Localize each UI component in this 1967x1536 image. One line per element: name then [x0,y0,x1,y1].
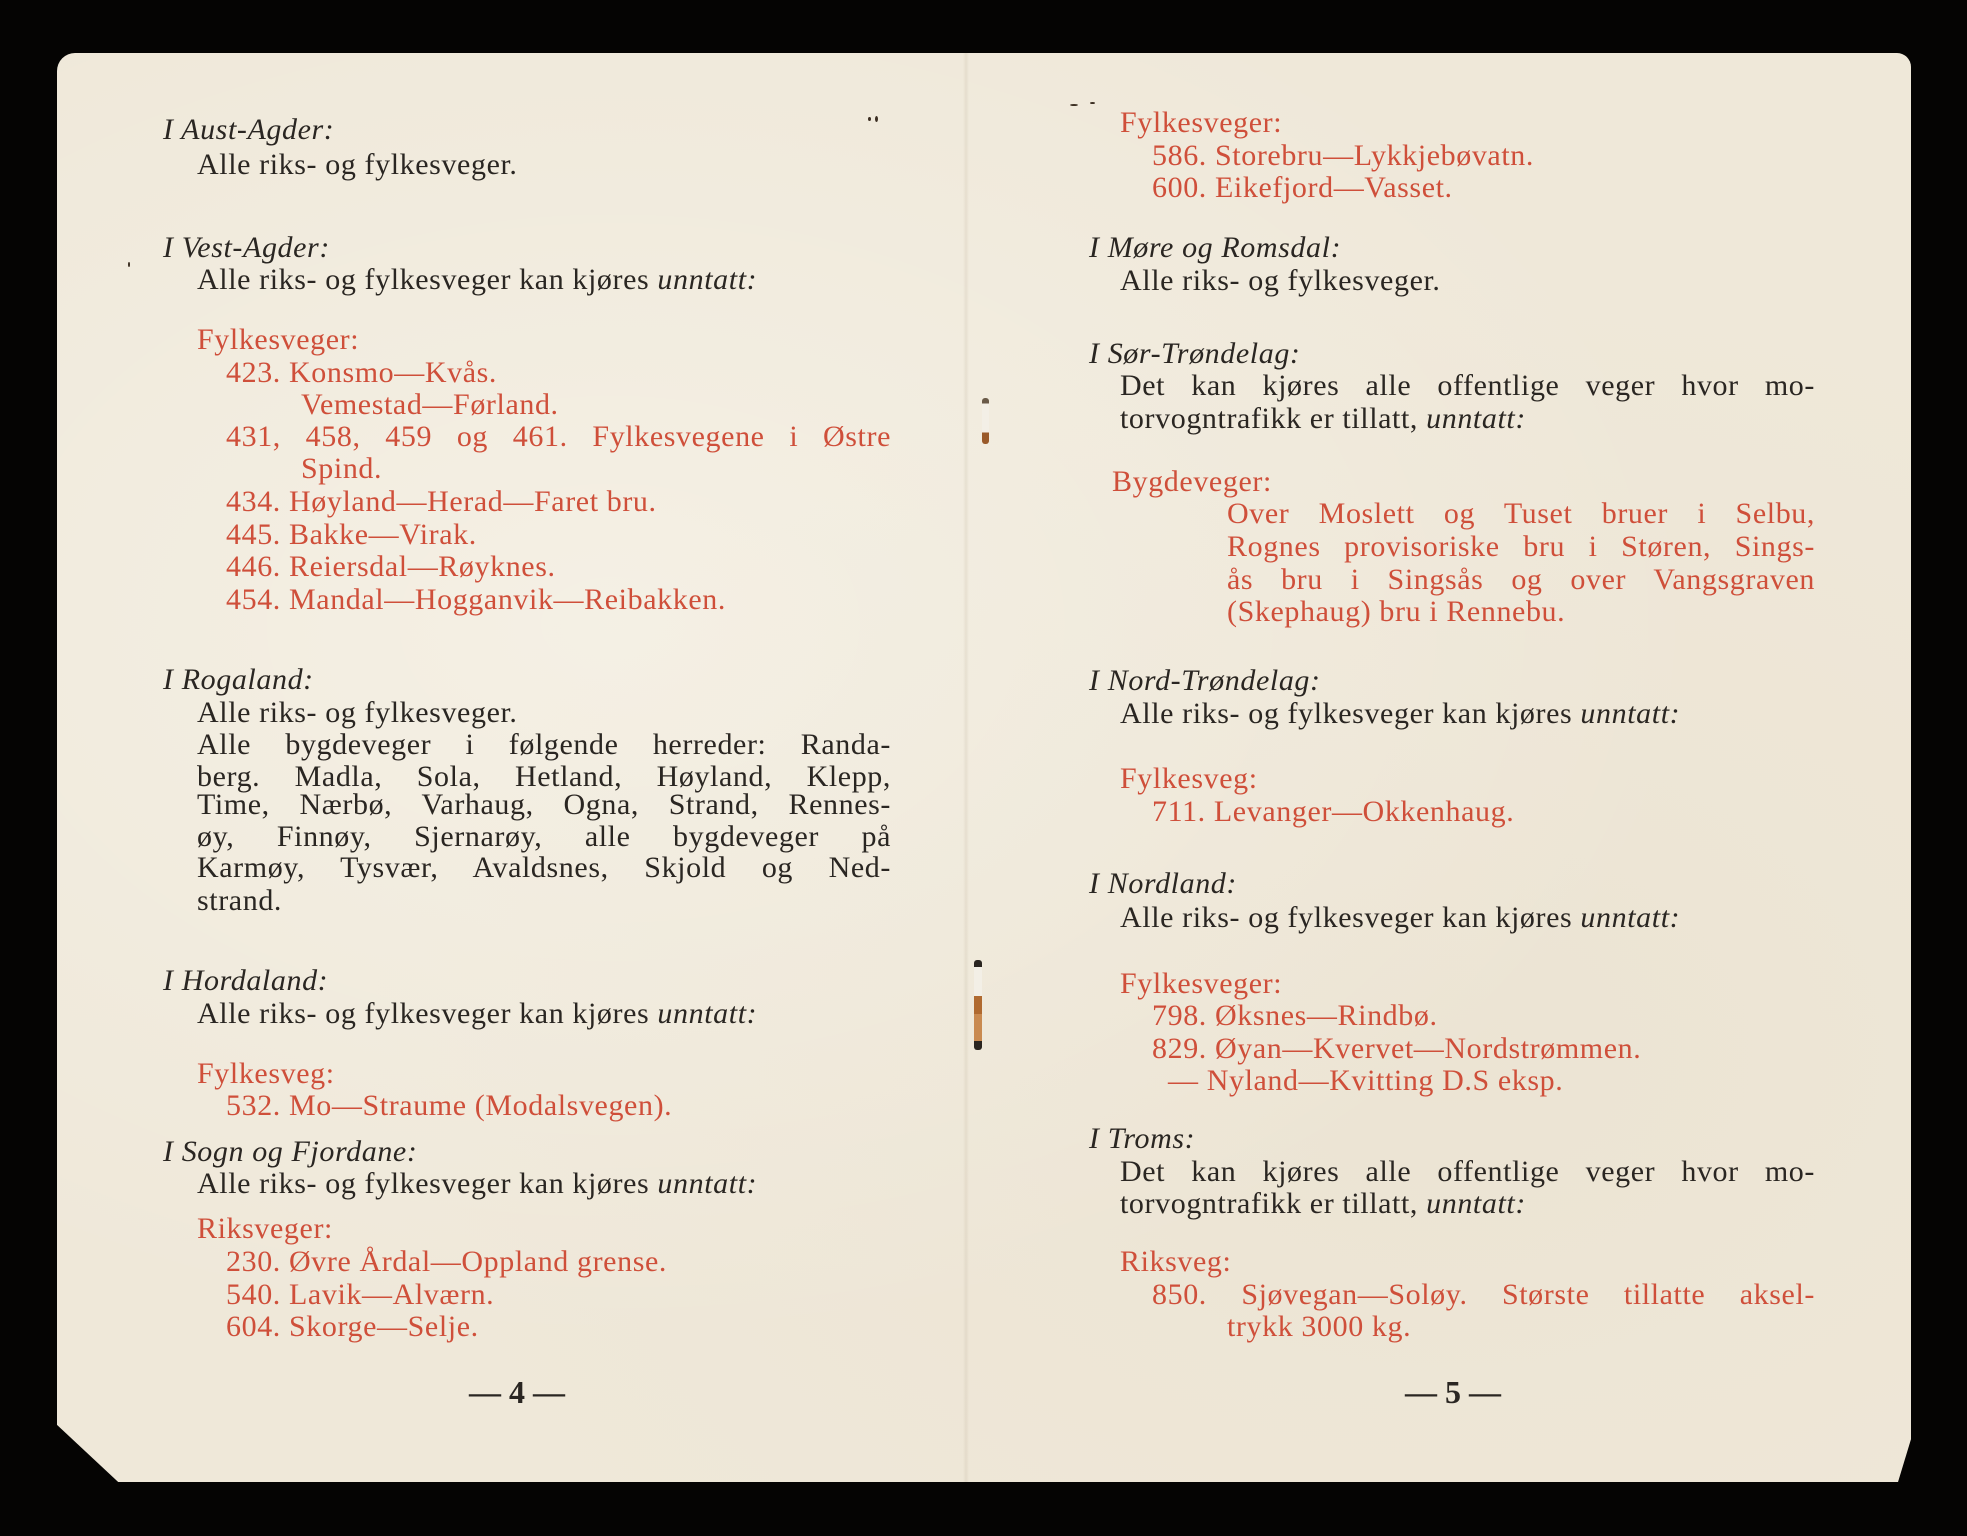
road-entry: 850. Sjøvegan—Soløy. Største tillatte aksel- [1152,1278,1815,1311]
road-entry: 423. Konsmo—Kvås. [226,356,498,389]
road-entry: ås bru i Singsås og over Vangsgraven [1227,563,1815,596]
road-category: Fylkesveger: [1120,967,1283,1000]
exception-keyword: unntatt: [1580,697,1681,730]
heading-prefix: I [1089,231,1108,264]
heading-text: Sogn og Fjordane: [181,1135,418,1168]
speck [1090,102,1095,104]
county-heading [163,231,330,265]
road-entry: 829. Øyan—Kvervet—Nordstrømmen. [1152,1032,1642,1065]
speck [128,262,130,267]
heading-text: Sør-Trøndelag: [1107,337,1301,370]
road-category: Fylkesveg: [1120,762,1258,795]
road-entry: 446. Reiersdal—Røyknes. [226,550,556,583]
center-fold [963,53,969,1482]
county-heading [163,113,334,147]
heading-prefix: I [163,113,182,146]
road-entry: Vemestad—Førland. [301,388,559,421]
body-line: strand. [197,884,283,917]
heading-prefix: I [1089,337,1108,370]
road-entry: 798. Øksnes—Rindbø. [1152,999,1438,1032]
heading-text: Troms: [1107,1122,1196,1155]
heading-text: Hordaland: [181,964,329,997]
road-entry: 604. Skorge—Selje. [226,1310,479,1343]
road-category: Bygdeveger: [1112,465,1272,498]
road-category: Riksveg: [1120,1245,1232,1278]
body-line [1120,901,1680,935]
road-entry: trykk 3000 kg. [1227,1310,1412,1343]
speck [1070,104,1078,106]
road-entry: Rognes provisoriske bru i Støren, Sings- [1227,530,1815,563]
road-entry: — Nyland—Kvitting D.S eksp. [1168,1064,1564,1097]
county-heading [1089,1122,1195,1156]
body-line: Det kan kjøres alle offentlige veger hvor mo- [1120,1155,1815,1188]
exception-keyword: unntatt: [657,263,758,296]
road-entry: Spind. [301,452,383,485]
page-number: — 5 — [1405,1374,1501,1410]
body-line [1120,697,1680,731]
body-line: øy, Finnøy, Sjernarøy, alle bygdeveger på [197,820,891,853]
road-entry: 711. Levanger—Okkenhaug. [1152,795,1515,828]
speck [875,116,878,122]
body-line: berg. Madla, Sola, Hetland, Høyland, Klepp, [197,760,891,793]
road-entry: 445. Bakke—Virak. [226,518,477,551]
heading-text: Nord-Trøndelag: [1107,664,1321,697]
body-line: Alle riks- og fylkesveger. [197,148,518,181]
heading-prefix: I [163,663,182,696]
road-entry: (Skephaug) bru i Rennebu. [1227,595,1566,628]
body-line: Alle riks- og fylkesveger. [1120,264,1441,297]
heading-text: Aust-Agder: [181,113,335,146]
page-number: — 4 — [469,1374,565,1410]
road-entry: Over Moslett og Tuset bruer i Selbu, [1227,497,1815,530]
road-entry: 532. Mo—Straume (Modalsvegen). [226,1089,673,1122]
body-text: Alle riks- og fylkesveger kan kjøres [1120,901,1581,934]
road-entry: 454. Mandal—Hogganvik—Reibakken. [226,583,726,616]
road-category: Fylkesveger: [197,323,360,356]
road-entry: 600. Eikefjord—Vasset. [1152,171,1453,204]
road-entry: 586. Storebru—Lykkjebøvatn. [1152,139,1534,172]
heading-prefix: I [1089,1122,1108,1155]
county-heading [1089,664,1321,698]
exception-keyword: unntatt: [1426,402,1526,435]
body-line: Det kan kjøres alle offentlige veger hvor mo- [1120,369,1815,402]
road-category: Fylkesveger: [1120,106,1283,139]
heading-text: Nordland: [1107,867,1237,900]
county-heading [163,1135,417,1169]
heading-prefix: I [163,231,182,264]
road-entry: 434. Høyland—Herad—Faret bru. [226,485,657,518]
county-heading [163,663,314,697]
heading-prefix: I [163,1135,182,1168]
body-line: Karmøy, Tysvær, Avaldsnes, Skjold og Ned- [197,851,891,884]
county-heading [163,964,328,998]
road-category: Riksveger: [197,1212,333,1245]
staple-mark-top [982,398,989,444]
heading-prefix: I [1089,664,1108,697]
exception-keyword: unntatt: [1580,901,1681,934]
exception-keyword: unntatt: [657,997,758,1030]
heading-prefix: I [1089,867,1108,900]
body-text: Alle riks- og fylkesveger kan kjøres [1120,697,1581,730]
body-line [197,1167,757,1201]
heading-prefix: I [163,964,182,997]
speck [868,117,871,121]
body-text: torvogntrafikk er tillatt, [1120,402,1427,435]
heading-text: Møre og Romsdal: [1107,231,1342,264]
body-line [1120,1187,1526,1221]
road-category: Fylkesveg: [197,1057,335,1090]
road-entry: 540. Lavik—Alværn. [226,1278,495,1311]
body-line: Alle bygdeveger i følgende herreder: Randa- [197,728,891,761]
road-entry: 230. Øvre Årdal—Oppland grense. [226,1245,667,1278]
exception-keyword: unntatt: [657,1167,758,1200]
county-heading [1089,231,1341,265]
body-line [197,997,757,1031]
road-entry: 431, 458, 459 og 461. Fylkesvegene i Østre [226,420,891,453]
body-line [1120,402,1526,436]
body-text: Alle riks- og fylkesveger kan kjøres [197,263,658,296]
exception-keyword: unntatt: [1426,1187,1526,1220]
body-text: Alle riks- og fylkesveger kan kjøres [197,1167,658,1200]
body-line: Time, Nærbø, Varhaug, Ogna, Strand, Rennes- [197,788,891,821]
heading-text: Rogaland: [181,663,314,696]
county-heading [1089,337,1301,371]
body-text: Alle riks- og fylkesveger kan kjøres [197,997,658,1030]
staple-mark-bottom [974,960,982,1050]
body-line [197,263,757,297]
body-line: Alle riks- og fylkesveger. [197,696,518,729]
body-text: torvogntrafikk er tillatt, [1120,1187,1427,1220]
county-heading [1089,867,1237,901]
heading-text: Vest-Agder: [181,231,330,264]
